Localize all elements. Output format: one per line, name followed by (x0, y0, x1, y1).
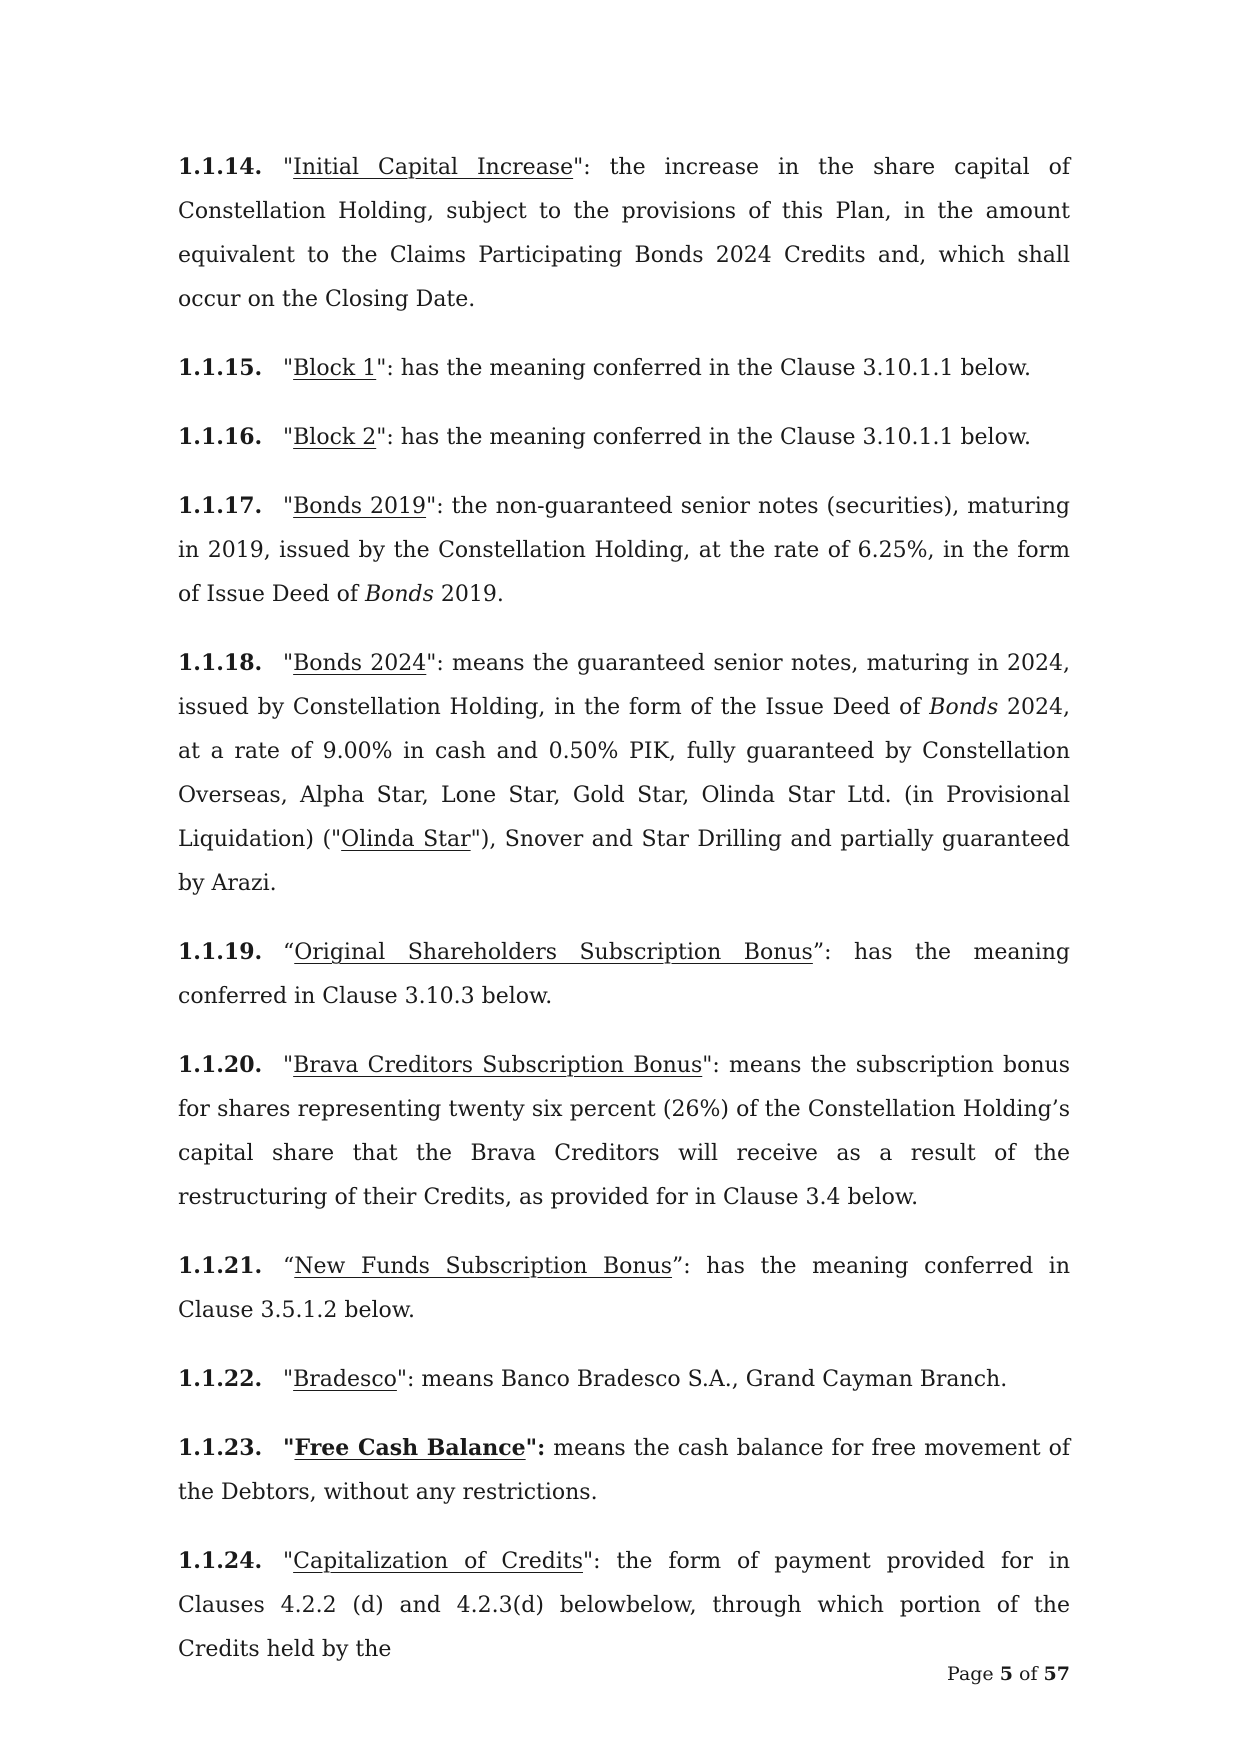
defined-term: Block 2 (293, 425, 377, 450)
clause-number: 1.1.19. (178, 939, 263, 965)
clause-text: : the increase in the share capital of Constellation Holding, subject to the provisions of this Plan, in the amount equivalent to the Claims Participating Bonds 2024 Credits and, which shall occur on the Closing Date. (178, 155, 1070, 312)
clause-text: "), Snover and Star Drilling and partially guaranteed by Arazi. (178, 827, 1071, 896)
clause-1-1-16: 1.1.16. "Block 2": has the meaning conferred in the Clause 3.10.1.1 below. (178, 415, 1070, 460)
clause-1-1-21: 1.1.21. “New Funds Subscription Bonus”: has the meaning conferred in Clause 3.5.1.2 below. (178, 1244, 1070, 1333)
defined-term: Bonds 2024 (293, 651, 427, 676)
defined-term: Free Cash Balance (294, 1435, 526, 1461)
clause-text: 2019. (433, 582, 504, 607)
defined-term: Olinda Star (341, 827, 471, 852)
clause-number: 1.1.22. (178, 1366, 263, 1392)
definitions-section (178, 145, 1070, 1696)
defined-term: New Funds Subscription Bonus (294, 1254, 673, 1279)
clause-text-italic: Bonds (929, 695, 999, 720)
clause-text-italic: Bonds (364, 582, 434, 607)
clause-number: 1.1.18. (178, 650, 263, 676)
clause-text: means the cash balance for free movement of the Debtors, without any restrictions. (178, 1436, 1070, 1505)
page-footer (947, 1662, 1070, 1686)
clause-1-1-22: 1.1.22. "Bradesco": means Banco Bradesco S.A., Grand Cayman Branch. (178, 1357, 1070, 1402)
clause-1-1-18: 1.1.18. "Bonds 2024": means the guaranteed senior notes, maturing in 2024, issued by Constellation Holding, in the form of the Issue Deed of Bonds 2024, at a rate of 9.00% in cash and 0.50% PIK, fully guaranteed by Constellation Overseas, Alpha Star, Lone Star, Gold Star, Olinda Star Ltd. (in Provisional Liquidation) ("Olinda Star"), Snover and Star Drilling and partially guaranteed by Arazi. (178, 641, 1070, 906)
clause-text: : has the meaning conferred in the Clause 3.10.1.1 below. (386, 356, 1032, 381)
clause-text: : the form of payment provided for in Clauses 4.2.2 (d) and 4.2.3(d) belowbelow, through which portion of the Credits held by the (178, 1549, 1071, 1662)
clause-text: : has the meaning conferred in Clause 3.10.3 below. (178, 940, 1070, 1009)
defined-term: Initial Capital Increase (293, 155, 574, 180)
clause-1-1-24: 1.1.24. "Capitalization of Credits": the form of payment provided for in Clauses 4.2.2 (d) and 4.2.3(d) belowbelow, through which portion of the Credits held by the (178, 1539, 1070, 1672)
clause-text: : has the meaning conferred in the Clause 3.10.1.1 below. (386, 425, 1032, 450)
clause-text: : means the guaranteed senior notes, maturing in 2024, issued by Constellation Holding, in the form of the Issue Deed of (178, 651, 1071, 720)
clause-text: : means the subscription bonus for shares representing twenty six percent (26%) of the Constellation Holding’s capital share that the Brava Creditors will receive as a result of the restructuring of their Credits, as provided for in Clause 3.4 below. (178, 1053, 1071, 1210)
clause-1-1-14: 1.1.14. "Initial Capital Increase": the increase in the share capital of Constellation Holding, subject to the provisions of this Plan, in the amount equivalent to the Claims Participating Bonds 2024 Credits and, which shall occur on the Closing Date. (178, 145, 1070, 322)
clause-1-1-19: 1.1.19. “Original Shareholders Subscription Bonus”: has the meaning conferred in Clause 3.10.3 below. (178, 930, 1070, 1019)
defined-term: Bradesco (293, 1367, 397, 1392)
clause-text: : has the meaning conferred in Clause 3.5.1.2 below. (178, 1254, 1070, 1323)
clause-number: 1.1.20. (178, 1052, 263, 1078)
clause-1-1-15: 1.1.15. "Block 1": has the meaning conferred in the Clause 3.10.1.1 below. (178, 346, 1070, 391)
defined-term: Capitalization of Credits (293, 1549, 583, 1574)
defined-term: Brava Creditors Subscription Bonus (293, 1053, 703, 1078)
clause-number: 1.1.14. (178, 154, 263, 180)
clause-text: : means Banco Bradesco S.A., Grand Cayman Branch. (407, 1367, 1008, 1392)
clause-text: 2024, at a rate of 9.00% in cash and 0.50% PIK, fully guaranteed by Constellation Overseas, Alpha Star, Lone Star, Gold Star, Olinda Star Ltd. (in Provisional Liquidation) (" (178, 695, 1070, 852)
defined-term: Block 1 (293, 356, 377, 381)
clause-1-1-20: 1.1.20. "Brava Creditors Subscription Bonus": means the subscription bonus for shares representing twenty six percent (26%) of the Constellation Holding’s capital share that the Brava Creditors will receive as a result of the restructuring of their Credits, as provided for in Clause 3.4 below. (178, 1043, 1070, 1220)
clause-number: 1.1.21. (178, 1253, 263, 1279)
clause-1-1-17: 1.1.17. "Bonds 2019": the non-guaranteed senior notes (securities), maturing in 2019, issued by the Constellation Holding, at the rate of 6.25%, in the form of Issue Deed of Bonds 2019. (178, 484, 1070, 617)
defined-term: Bonds 2019 (293, 494, 427, 519)
defined-term: Original Shareholders Subscription Bonus (294, 940, 813, 965)
page-label: Page (947, 1663, 994, 1685)
clause-text: : the non-guaranteed senior notes (securities), maturing in 2019, issued by the Constellation Holding, at the rate of 6.25%, in the form of Issue Deed of (178, 494, 1071, 607)
clause-number: 1.1.15. (178, 355, 263, 381)
clause-number: 1.1.23. (178, 1435, 263, 1461)
clause-number: 1.1.24. (178, 1548, 263, 1574)
clause-number: 1.1.17. (178, 493, 263, 519)
current-page-number: 5 (999, 1663, 1013, 1685)
clause-number: 1.1.16. (178, 424, 263, 450)
clause-1-1-23: 1.1.23. "Free Cash Balance": means the cash balance for free movement of the Debtors, without any restrictions. (178, 1426, 1070, 1515)
of-label: of (1019, 1663, 1038, 1685)
total-pages-number: 57 (1043, 1663, 1070, 1685)
